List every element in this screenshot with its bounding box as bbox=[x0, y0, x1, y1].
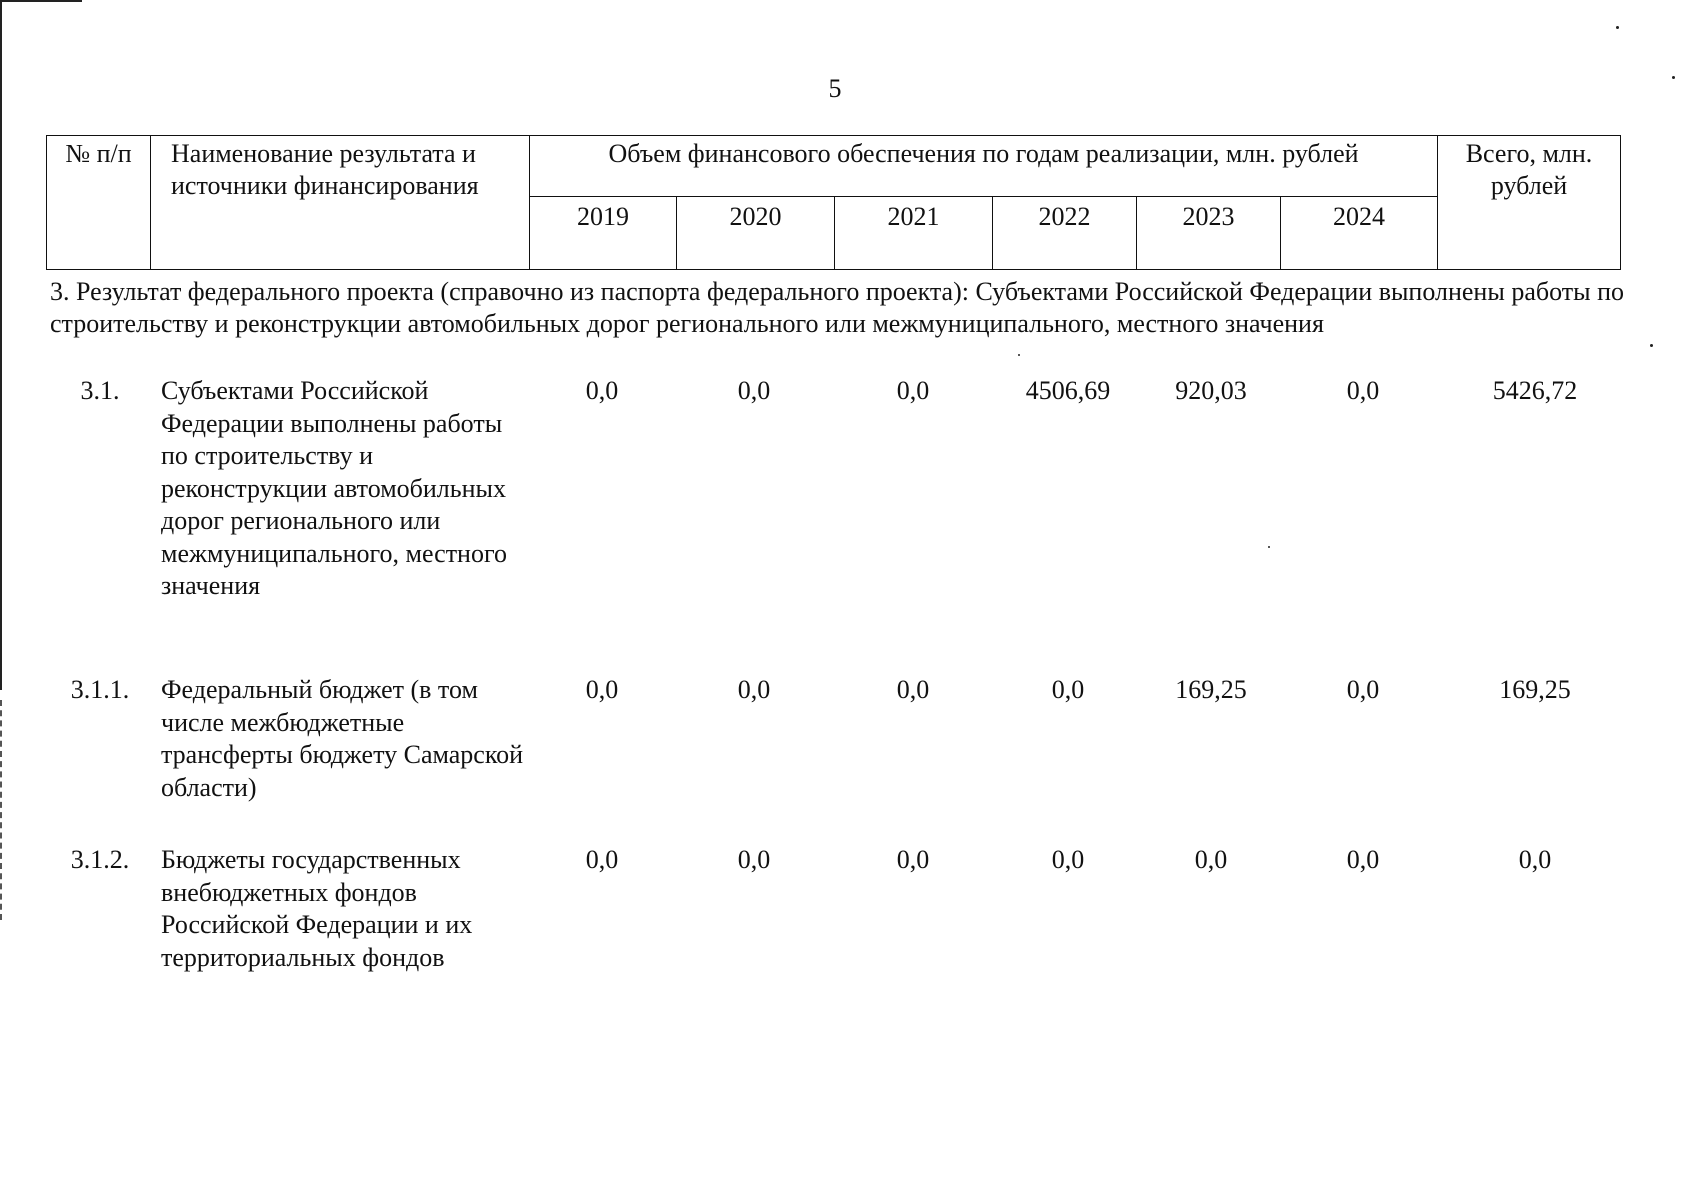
row-number: 3.1.2. bbox=[70, 845, 130, 874]
header-volume: Объем финансового обеспечения по годам реализации, млн. рублей bbox=[530, 136, 1438, 197]
scan-speck bbox=[1018, 354, 1020, 356]
row-value-2022: 4506,69 bbox=[1025, 376, 1111, 405]
row-value-2021: 0,0 bbox=[896, 675, 930, 704]
header-name: Наименование результата и источники финансирования bbox=[151, 136, 530, 270]
header-year: 2022 bbox=[993, 197, 1137, 270]
row-total: 5426,72 bbox=[1492, 376, 1578, 405]
scan-speck bbox=[1650, 344, 1653, 347]
table-header bbox=[46, 135, 1621, 270]
row-value-2023: 920,03 bbox=[1175, 376, 1247, 405]
row-value-2020: 0,0 bbox=[737, 845, 771, 874]
row-value-2019: 0,0 bbox=[585, 675, 619, 704]
row-number: 3.1.1. bbox=[70, 675, 130, 704]
header-year: 2021 bbox=[835, 197, 993, 270]
row-value-2023: 0,0 bbox=[1194, 845, 1228, 874]
scan-border-top bbox=[0, 0, 82, 2]
row-value-2021: 0,0 bbox=[896, 845, 930, 874]
header-year: 2020 bbox=[677, 197, 835, 270]
row-value-2019: 0,0 bbox=[585, 376, 619, 405]
section-title: 3. Результат федерального проекта (справочно из паспорта федерального проекта): Субъектами Российской Федерации выполнены работы по строительству и реконструкции автомобильных дорог регионального или межмуниципального, местного значения bbox=[50, 277, 1624, 338]
row-label: Субъектами Российской Федерации выполнены работы по строительству и реконструкции автомобильных дорог регионального или межмуниципального, местного значения bbox=[161, 376, 507, 600]
row-value-2024: 0,0 bbox=[1346, 675, 1380, 704]
row-value-2021: 0,0 bbox=[896, 376, 930, 405]
row-value-2024: 0,0 bbox=[1346, 845, 1380, 874]
row-value-2022: 0,0 bbox=[1051, 675, 1085, 704]
header-year: 2019 bbox=[530, 197, 677, 270]
header-year: 2023 bbox=[1137, 197, 1281, 270]
row-total: 169,25 bbox=[1499, 675, 1571, 704]
header-year: 2024 bbox=[1281, 197, 1438, 270]
row-value-2022: 0,0 bbox=[1051, 845, 1085, 874]
scan-speck bbox=[1268, 546, 1270, 548]
row-value-2023: 169,25 bbox=[1175, 675, 1247, 704]
row-value-2020: 0,0 bbox=[737, 376, 771, 405]
header-num: № п/п bbox=[47, 136, 151, 270]
row-value-2019: 0,0 bbox=[585, 845, 619, 874]
page-number: 5 bbox=[828, 74, 842, 103]
scan-border-dashed bbox=[0, 700, 2, 920]
row-label: Бюджеты государственных внебюджетных фондов Российской Федерации и их территориальных фондов bbox=[161, 845, 473, 972]
row-number: 3.1. bbox=[80, 376, 120, 405]
row-value-2020: 0,0 bbox=[737, 675, 771, 704]
row-total: 0,0 bbox=[1518, 845, 1552, 874]
scan-speck bbox=[1616, 26, 1619, 29]
scan-speck bbox=[1672, 76, 1675, 79]
row-value-2024: 0,0 bbox=[1346, 376, 1380, 405]
header-total: Всего, млн. рублей bbox=[1438, 136, 1621, 270]
row-label: Федеральный бюджет (в том числе межбюджетные трансферты бюджету Самарской области) bbox=[161, 675, 524, 802]
